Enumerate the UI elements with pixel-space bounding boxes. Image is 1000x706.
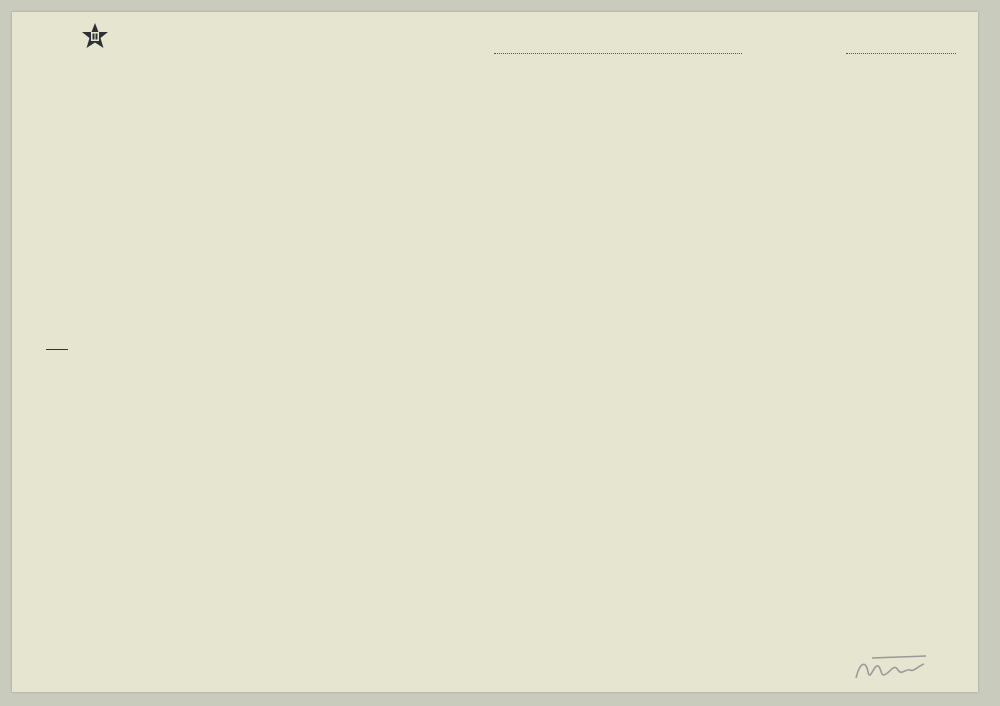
- document-sheet: [12, 12, 978, 692]
- nationality-underline: [494, 53, 742, 54]
- row-marker-line: [46, 349, 68, 350]
- sheet-number-underline: [846, 53, 956, 54]
- signature-icon: [852, 652, 932, 686]
- company-logo-icon: [80, 22, 110, 52]
